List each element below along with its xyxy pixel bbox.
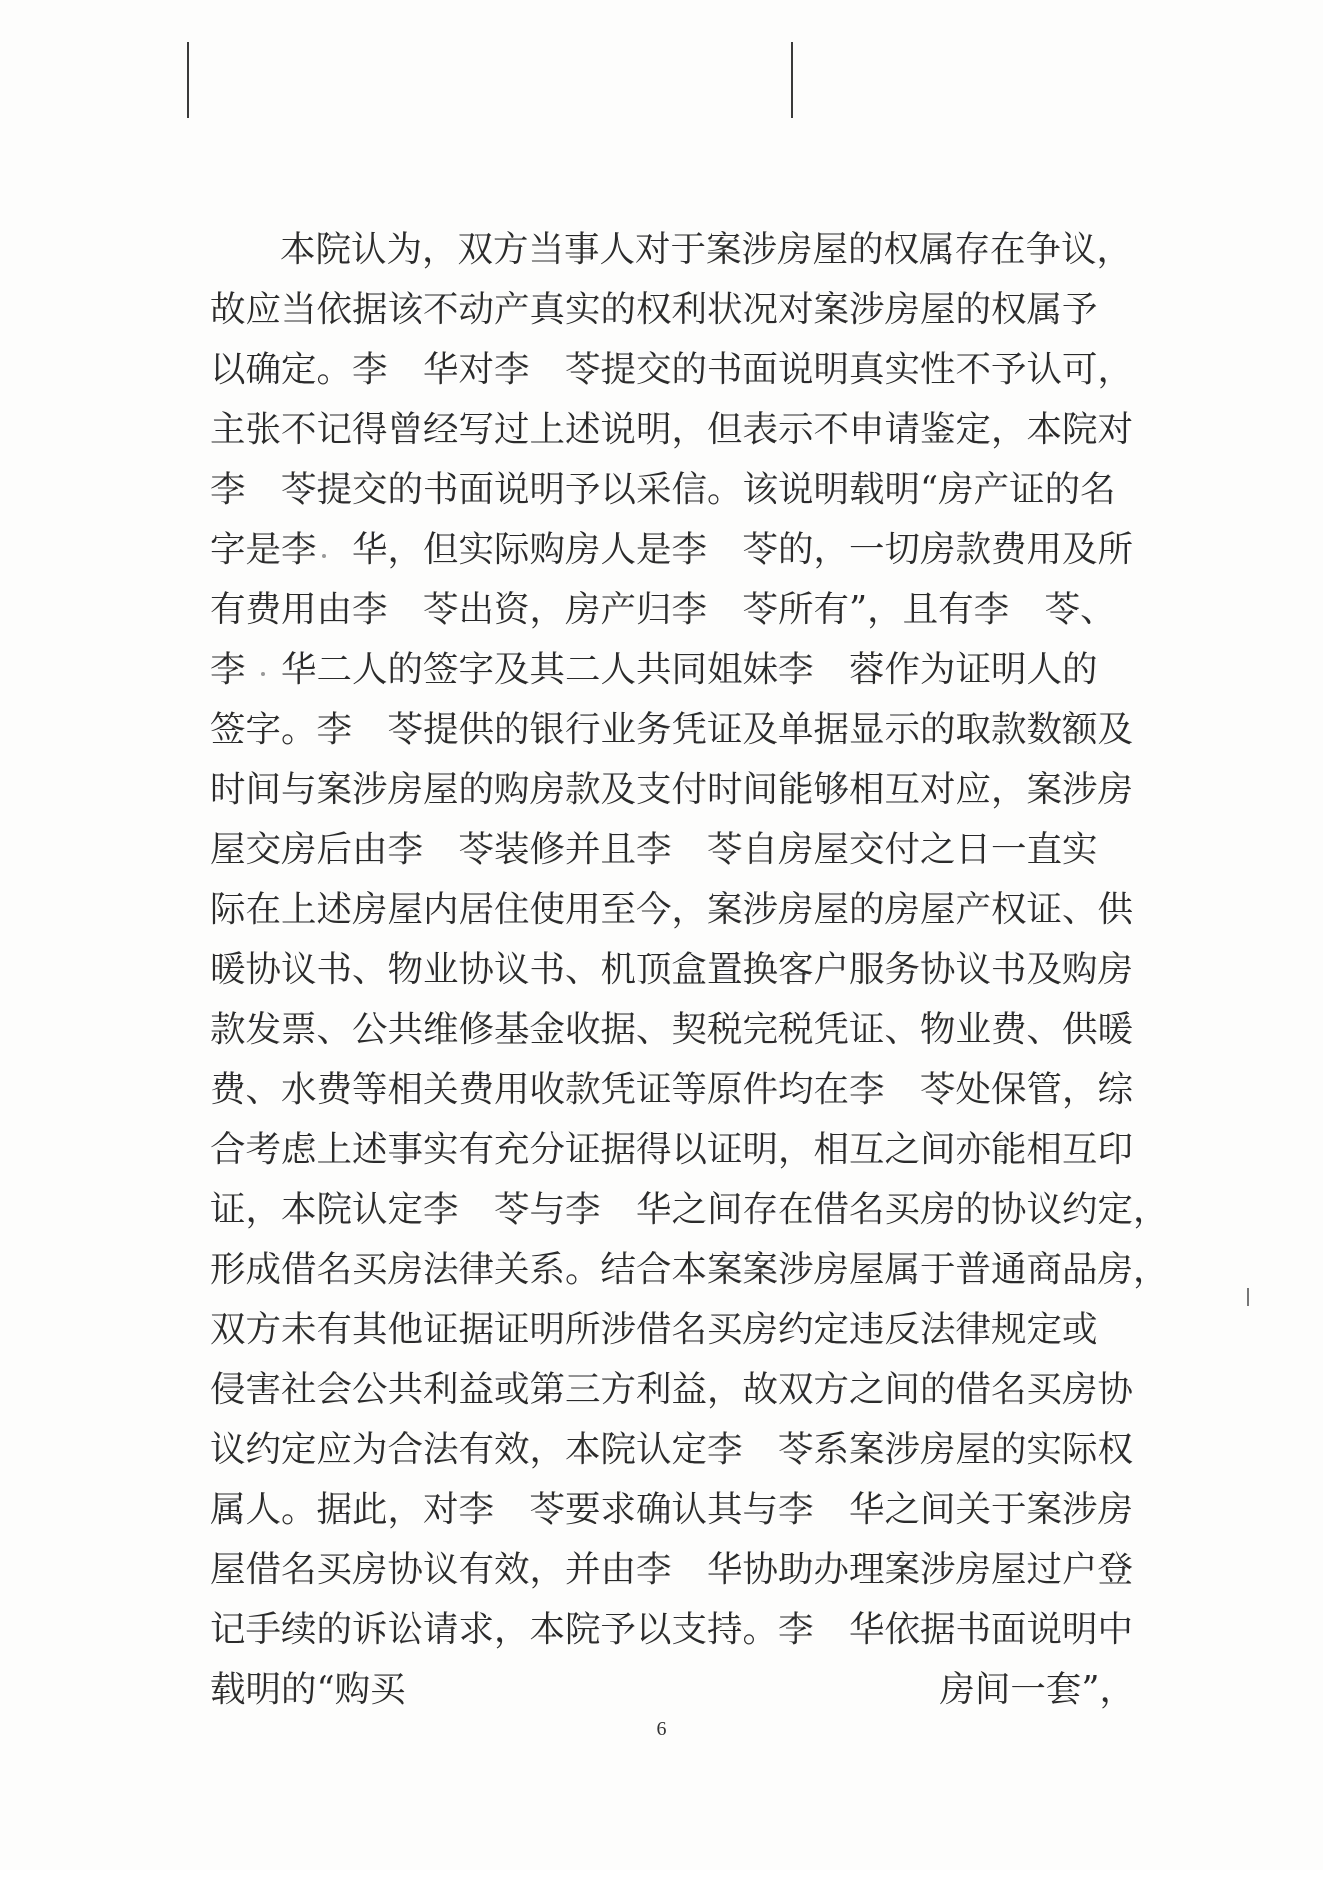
text-line: 侵害社会公共利益或第三方利益，故双方之间的借名买房协 — [210, 1369, 1134, 1410]
text-line: 记手续的诉讼请求，本院予以支持。李 华依据书面说明中 — [210, 1609, 1134, 1650]
scan-margin-mark-left — [187, 42, 189, 118]
text-line: 属人。据此，对李 苓要求确认其与李 华之间关于案涉房 — [210, 1489, 1134, 1530]
text-line: 签字。李 苓提供的银行业务凭证及单据显示的取款数额及 — [210, 709, 1134, 750]
text-line: 暖协议书、物业协议书、机顶盒置换客户服务协议书及购房 — [210, 949, 1134, 990]
text-line: 证，本院认定李 苓与李 华之间存在借名买房的协议约定， — [210, 1189, 1169, 1230]
text-line: 费、水费等相关费用收款凭证等原件均在李 苓处保管，综 — [210, 1069, 1134, 1110]
text-line: 以确定。李 华对李 苓提交的书面说明真实性不予认可， — [210, 349, 1134, 390]
text-line: 形成借名买房法律关系。结合本案案涉房屋属于普通商品房， — [210, 1249, 1169, 1290]
page-number: 6 — [656, 1718, 667, 1740]
scan-margin-mark-right — [791, 42, 793, 118]
text-line: 款发票、公共维修基金收据、契税完税凭证、物业费、供暖 — [210, 1009, 1134, 1050]
text-line: 字是李 华，但实际购房人是李 苓的，一切房款费用及所 — [210, 529, 1134, 570]
last-line-right-text: 房间一套”， — [939, 1669, 1135, 1710]
text-line: 合考虑上述事实有充分证据得以证明，相互之间亦能相互印 — [210, 1129, 1134, 1170]
text-line-last — [210, 1660, 1135, 1720]
text-line: 主张不记得曾经写过上述说明，但表示不申请鉴定，本院对 — [210, 409, 1134, 450]
last-line-left-text: 载明的“购买 — [210, 1669, 406, 1710]
text-line: 有费用由李 苓出资，房产归李 苓所有”，且有李 苓、 — [210, 589, 1116, 630]
text-line: 故应当依据该不动产真实的权利状况对案涉房屋的权属予 — [210, 289, 1098, 330]
text-line: 际在上述房屋内居住使用至今，案涉房屋的房屋产权证、供 — [210, 889, 1134, 930]
text-line: 屋借名买房协议有效，并由李 华协助办理案涉房屋过户登 — [210, 1549, 1134, 1590]
text-line: 双方未有其他证据证明所涉借名买房约定违反法律规定或 — [210, 1309, 1098, 1350]
scan-margin-mark-side — [1247, 1288, 1249, 1306]
text-line: 屋交房后由李 苓装修并且李 苓自房屋交付之日一直实 — [210, 829, 1098, 870]
text-line: 时间与案涉房屋的购房款及支付时间能够相互对应，案涉房 — [210, 769, 1134, 810]
text-line: 本院认为，双方当事人对于案涉房屋的权属存在争议， — [280, 229, 1133, 270]
text-line: 议约定应为合法有效，本院认定李 苓系案涉房屋的实际权 — [210, 1429, 1134, 1470]
text-line: 李 华二人的签字及其二人共同姐妹李 蓉作为证明人的 — [210, 649, 1098, 690]
text-line: 李 苓提交的书面说明予以采信。该说明载明“房产证的名 — [210, 469, 1116, 510]
